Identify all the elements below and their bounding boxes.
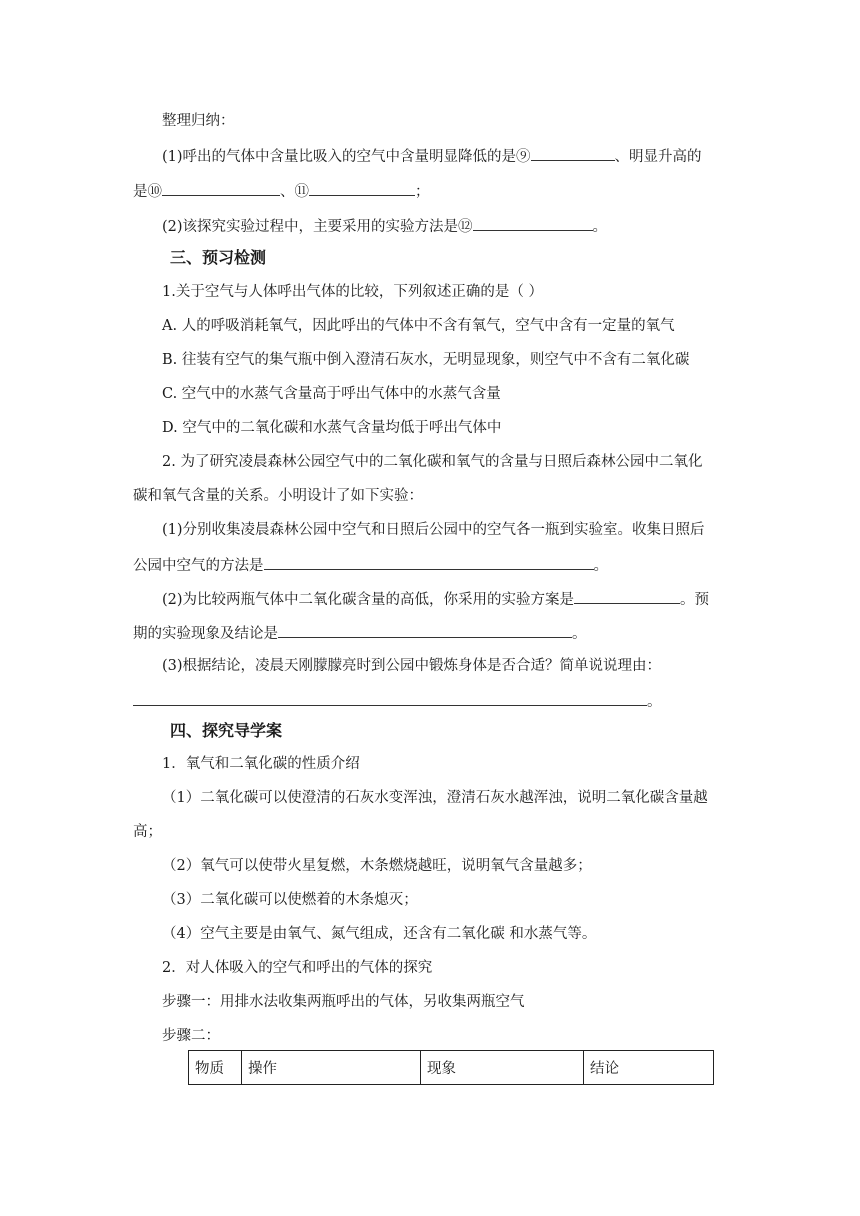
summary-q2-text: (2)该探究实验过程中，主要采用的实验方法是⑫ bbox=[162, 219, 473, 235]
section3-q2-1-line2 bbox=[133, 554, 608, 576]
table-header-conclusion: 结论 bbox=[584, 1051, 714, 1085]
summary-q1-end: ； bbox=[415, 184, 430, 200]
answer-blank-expected-result[interactable] bbox=[278, 622, 572, 638]
section3-option-a: A. 人的呼吸消耗氧气，因此呼出的气体中不含有氧气，空气中含有一定量的氧气 bbox=[162, 318, 675, 334]
answer-blank-reason[interactable] bbox=[133, 690, 647, 706]
summary-title: 整理归纳： bbox=[162, 113, 235, 129]
section3-option-c: C. 空气中的水蒸气含量高于呼出气体中的水蒸气含量 bbox=[162, 386, 501, 402]
section4-p1-1-line2: 高； bbox=[133, 824, 162, 840]
section3-q2-2-line2 bbox=[133, 622, 587, 644]
summary-q1-text-c: 是⑩ bbox=[133, 184, 162, 200]
section3-q2-line1: 2. 为了研究凌晨森林公园空气中的二氧化碳和氧气的含量与日照后森林公园中二氧化 bbox=[162, 454, 703, 470]
experiment-table bbox=[188, 1050, 714, 1085]
summary-q1-text-b: 、明显升高的 bbox=[614, 149, 702, 165]
summary-q1-sep: 、 bbox=[280, 184, 295, 200]
summary-q1-line2 bbox=[133, 180, 430, 202]
section3-option-b: B. 往装有空气的集气瓶中倒入澄清石灰水，无明显现象，则空气中不含有二氧化碳 bbox=[162, 352, 690, 368]
answer-blank-12[interactable] bbox=[473, 215, 593, 231]
answer-blank-10[interactable] bbox=[162, 180, 280, 196]
table-header-row bbox=[189, 1051, 714, 1085]
section3-q2-2b-text: 期的实验现象及结论是 bbox=[133, 626, 278, 642]
answer-blank-experiment-plan[interactable] bbox=[574, 588, 680, 604]
section3-q2-3-end: 。 bbox=[647, 694, 662, 710]
section3-heading: 三、预习检测 bbox=[170, 248, 267, 267]
section3-q2-2-end: 。预 bbox=[680, 592, 710, 608]
summary-q1-num: ⑪ bbox=[294, 184, 309, 200]
section3-q2-2-text: (2)为比较两瓶气体中二氧化碳含量的高低，你采用的实验方案是 bbox=[162, 592, 575, 608]
section3-q2-3-line1: (3)根据结论，凌晨天刚朦朦亮时到公园中锻炼身体是否合适？简单说说理由： bbox=[162, 658, 662, 674]
section3-q2-1-end: 。 bbox=[593, 558, 608, 574]
answer-blank-9[interactable] bbox=[531, 145, 615, 161]
table-header-phenomenon: 现象 bbox=[421, 1051, 584, 1085]
section3-q2-2-line1 bbox=[162, 588, 709, 610]
summary-q1-text-a: (1)呼出的气体中含量比吸入的空气中含量明显降低的是⑨ bbox=[162, 149, 531, 165]
summary-q1-line1 bbox=[162, 145, 702, 167]
section3-q2-2b-end: 。 bbox=[572, 626, 587, 642]
section3-q1: 1.关于空气与人体呼出气体的比较，下列叙述正确的是（ ） bbox=[162, 284, 543, 300]
summary-q2-line bbox=[162, 215, 607, 237]
section3-q2-1-line1: (1)分别收集凌晨森林公园中空气和日照后公园中的空气各一瓶到实验室。收集日照后 bbox=[162, 522, 705, 538]
section3-q2-1-text: 公园中空气的方法是 bbox=[133, 558, 264, 574]
section4-p1: 1．氧气和二氧化碳的性质介绍 bbox=[162, 756, 360, 772]
answer-blank-11[interactable] bbox=[309, 180, 415, 196]
section4-step2: 步骤二： bbox=[162, 1028, 220, 1044]
section4-p1-1-line1: （1）二氧化碳可以使澄清的石灰水变浑浊，澄清石灰水越浑浊，说明二氧化碳含量越 bbox=[162, 790, 708, 806]
section4-step1: 步骤一：用排水法收集两瓶呼出的气体，另收集两瓶空气 bbox=[162, 994, 525, 1010]
section4-p2: 2．对人体吸入的空气和呼出的气体的探究 bbox=[162, 960, 433, 976]
section3-option-d: D. 空气中的二氧化碳和水蒸气含量均低于呼出气体中 bbox=[162, 420, 502, 436]
table-header-substance: 物质 bbox=[189, 1051, 242, 1085]
section4-heading: 四、探究导学案 bbox=[170, 721, 283, 740]
section4-p1-3: （3）二氧化碳可以使燃着的木条熄灭； bbox=[162, 892, 418, 908]
summary-q2-end: 。 bbox=[592, 219, 608, 235]
section4-p1-4: （4）空气主要是由氧气、氮气组成，还含有二氧化碳 和水蒸气等。 bbox=[162, 926, 597, 942]
answer-blank-collect-method[interactable] bbox=[264, 554, 594, 570]
section3-q2-line2: 碳和氧气含量的关系。小明设计了如下实验： bbox=[133, 488, 423, 504]
section4-p1-2: （2）氧气可以使带火星复燃，木条燃烧越旺，说明氧气含量越多； bbox=[162, 858, 592, 874]
section3-q2-3-line2 bbox=[133, 690, 662, 712]
table-header-operation: 操作 bbox=[242, 1051, 421, 1085]
